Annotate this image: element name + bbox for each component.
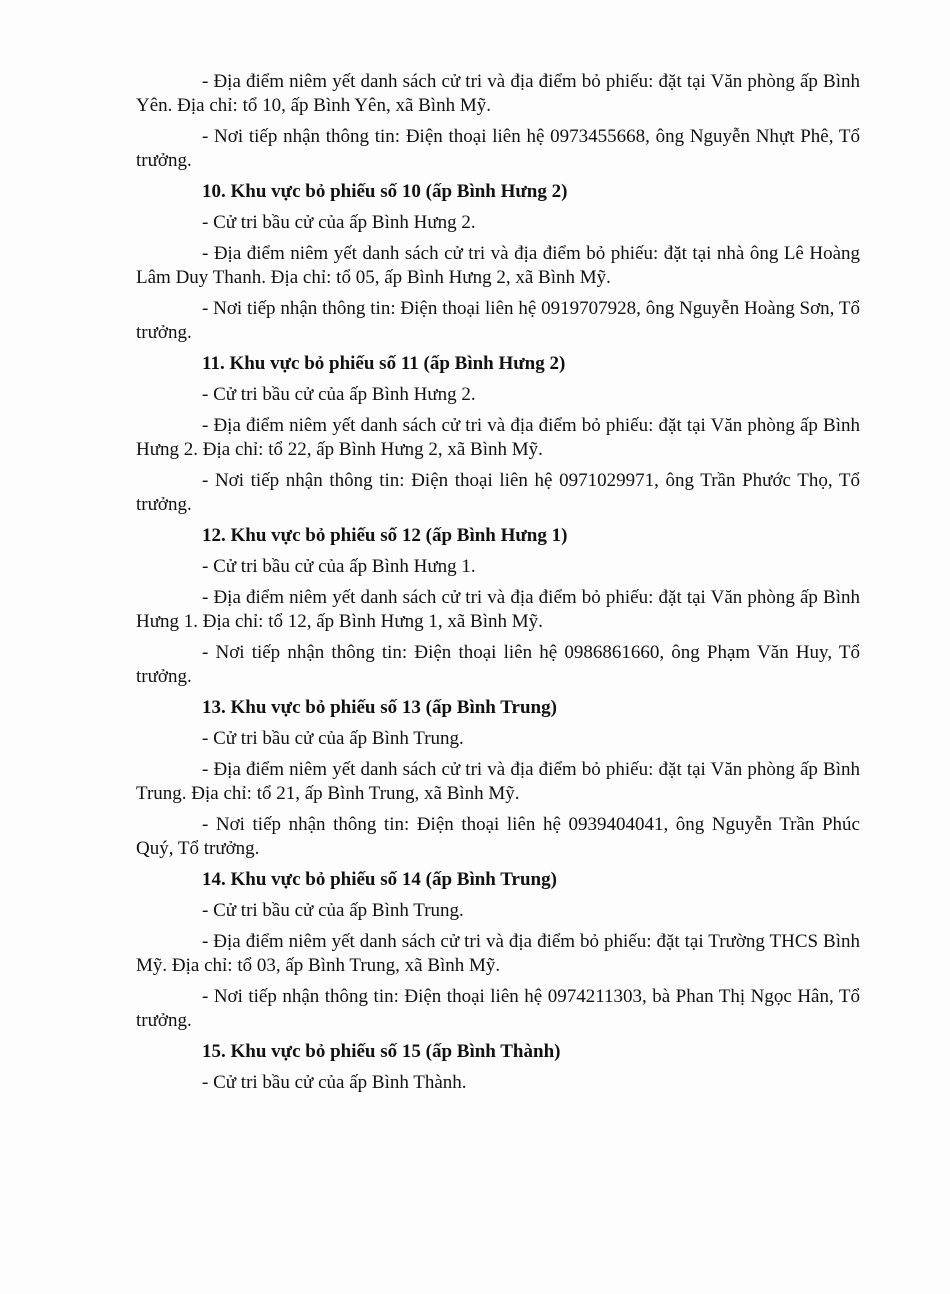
section-paragraph: - Nơi tiếp nhận thông tin: Điện thoại liên hệ 0919707928, ông Nguyễn Hoàng Sơn, Tổ trưởng. xyxy=(136,298,860,343)
section-heading: 15. Khu vực bỏ phiếu số 15 (ấp Bình Thành) xyxy=(202,1041,561,1062)
section-paragraph: - Địa điểm niêm yết danh sách cử tri và địa điểm bỏ phiếu: đặt tại Văn phòng ấp Bình Hưng 1. Địa chỉ: tổ 12, ấp Bình Hưng 1, xã Bình Mỹ. xyxy=(136,587,860,632)
lead-paragraph: - Nơi tiếp nhận thông tin: Điện thoại liên hệ 0973455668, ông Nguyễn Nhựt Phê, Tổ trưởng. xyxy=(136,126,860,171)
section-paragraph: - Địa điểm niêm yết danh sách cử tri và địa điểm bỏ phiếu: đặt tại Văn phòng ấp Bình Trung. Địa chỉ: tổ 21, ấp Bình Trung, xã Bình Mỹ. xyxy=(136,759,860,804)
section-heading: 13. Khu vực bỏ phiếu số 13 (ấp Bình Trung) xyxy=(202,697,557,718)
section-heading: 10. Khu vực bỏ phiếu số 10 (ấp Bình Hưng 2) xyxy=(202,181,568,202)
section-paragraph: - Cử tri bầu cử của ấp Bình Trung. xyxy=(202,728,464,749)
section-paragraph: - Cử tri bầu cử của ấp Bình Hưng 1. xyxy=(202,556,476,577)
section-paragraph: - Địa điểm niêm yết danh sách cử tri và địa điểm bỏ phiếu: đặt tại Trường THCS Bình Mỹ. Địa chỉ: tổ 03, ấp Bình Trung, xã Bình Mỹ. xyxy=(136,931,860,976)
polling-area-14 xyxy=(136,868,860,1033)
lead-paragraph: - Địa điểm niêm yết danh sách cử tri và địa điểm bỏ phiếu: đặt tại Văn phòng ấp Bình Yên. Địa chỉ: tổ 10, ấp Bình Yên, xã Bình Mỹ. xyxy=(136,71,860,116)
section-heading: 12. Khu vực bỏ phiếu số 12 (ấp Bình Hưng 1) xyxy=(202,525,568,546)
section-paragraph: - Địa điểm niêm yết danh sách cử tri và địa điểm bỏ phiếu: đặt tại Văn phòng ấp Bình Hưng 2. Địa chỉ: tổ 22, ấp Bình Hưng 2, xã Bình Mỹ. xyxy=(136,415,860,460)
section-heading: 14. Khu vực bỏ phiếu số 14 (ấp Bình Trung) xyxy=(202,869,557,890)
section-paragraph: - Địa điểm niêm yết danh sách cử tri và địa điểm bỏ phiếu: đặt tại nhà ông Lê Hoàng Lâm Duy Thanh. Địa chỉ: tổ 05, ấp Bình Hưng 2, xã Bình Mỹ. xyxy=(136,243,860,288)
polling-area-11 xyxy=(136,352,860,517)
polling-area-12 xyxy=(136,524,860,689)
section-paragraph: - Nơi tiếp nhận thông tin: Điện thoại liên hệ 0986861660, ông Phạm Văn Huy, Tổ trưởng. xyxy=(136,642,860,687)
document-body xyxy=(136,70,860,1102)
polling-area-13 xyxy=(136,696,860,861)
section-paragraph: - Cử tri bầu cử của ấp Bình Hưng 2. xyxy=(202,384,476,405)
polling-area-15 xyxy=(136,1040,860,1095)
section-heading: 11. Khu vực bỏ phiếu số 11 (ấp Bình Hưng 2) xyxy=(202,353,566,374)
section-paragraph: - Cử tri bầu cử của ấp Bình Hưng 2. xyxy=(202,212,476,233)
polling-area-10 xyxy=(136,180,860,345)
section-paragraph: - Cử tri bầu cử của ấp Bình Trung. xyxy=(202,900,464,921)
section-paragraph: - Cử tri bầu cử của ấp Bình Thành. xyxy=(202,1072,467,1093)
section-paragraph: - Nơi tiếp nhận thông tin: Điện thoại liên hệ 0939404041, ông Nguyễn Trần Phúc Quý, Tổ trưởng. xyxy=(136,814,860,859)
section-paragraph: - Nơi tiếp nhận thông tin: Điện thoại liên hệ 0974211303, bà Phan Thị Ngọc Hân, Tổ trưởng. xyxy=(136,986,860,1031)
section-paragraph: - Nơi tiếp nhận thông tin: Điện thoại liên hệ 0971029971, ông Trần Phước Thọ, Tổ trưởng. xyxy=(136,470,860,515)
